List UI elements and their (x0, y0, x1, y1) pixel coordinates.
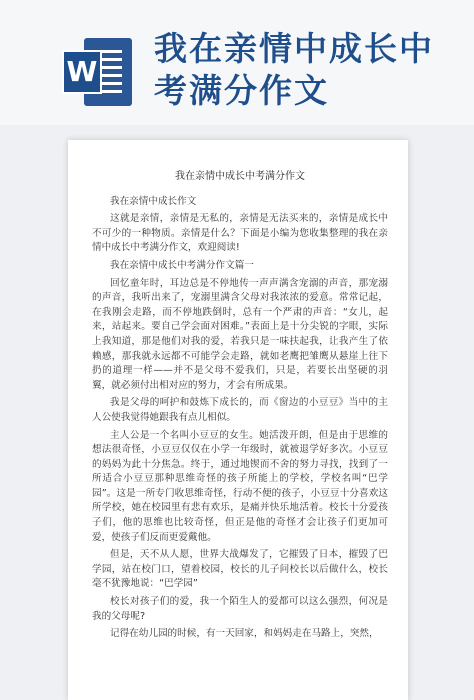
paragraph: 我在亲情中成长中考满分作文篇一 (110, 259, 254, 271)
banner-title (154, 28, 464, 112)
document-body (92, 170, 388, 645)
paragraph: 我在亲情中成长作文 (110, 195, 197, 207)
document-page (68, 140, 408, 700)
word-letter-badge: W (62, 50, 102, 94)
banner-title-line2: 考满分作文 (154, 71, 329, 110)
banner-title-line1: 我在亲情中成长中 (154, 29, 434, 68)
document-title: 我在亲情中成长中考满分作文 (175, 171, 305, 182)
paragraph: 主人公是一个名叫小豆豆的女生。她活泼开朗，但是由于思维的想法很奇怪，小豆豆仅仅在小学一年级时，就被退学好多次。小豆豆的妈妈为此十分焦急。终于，通过地锲而不舍的努力寻找，找到了一所适合小豆豆那种思维奇怪的孩子所能上的学校，学校名叫“巴学园”。这是一所专门收思维奇怪，行动不便的孩子，小豆豆十分喜欢这所学校，她在校园里有悲有欢乐，是痛并快乐地活着。校长十分爱孩子们，他的思维也比较奇怪，但正是他的奇怪才会让孩子们更加可爱，使孩子们反而更爱戴他。 (92, 429, 388, 543)
banner (0, 0, 474, 125)
paragraph: 这就是亲情，亲情是无私的，亲情是无法买来的，亲情是成长中不可少的一种物质。亲情是什么？下面是小编为您收集整理的我在亲情中成长中考满分作文，欢迎阅读! (92, 213, 388, 254)
word-document-icon (62, 38, 132, 106)
paragraph: 但是，天不从人愿，世界大战爆发了，它摧毁了日本，摧毁了巴学园，站在校门口，望着校园，校长的儿子问校长以后做什么，校长毫不犹豫地说：“巴学园” (92, 549, 388, 590)
paragraph: 我是父母的呵护和鼓炼下成长的，而《窗边的小豆豆》当中的主人公使我觉得她跟我有点儿相似。 (92, 397, 388, 423)
paragraph: 记得在幼儿园的时候，有一天回家，和妈妈走在马路上，突然， (110, 628, 379, 640)
paragraph: 校长对孩子们的爱，我一个陌生人的爱都可以这么强烈，何况是我的父母呢? (92, 596, 388, 622)
paragraph: 回忆童年时，耳边总是不停地传一声声满含宠溺的声音，那宠溺的声音，我听出来了，宠溺里满含父母对我浓浓的爱意。常常记起，在我刚会走路，而不停地跌倒时，总有一个严肃的声音：“女儿，起来，站起来。要自己学会面对困难。”表面上是十分尖锐的字眼，实际上我知道，那是他们对我的爱，若我只是一味扶起我，让我产生了依赖感，那我就永远都不可能学会走路，就如老鹰把雏鹰从悬崖上往下扔的道理一样——并不是父母不爱我们，只是，若要长出坚硬的羽翼，就必须付出相对应的努力，才会有所成果。 (92, 277, 388, 391)
